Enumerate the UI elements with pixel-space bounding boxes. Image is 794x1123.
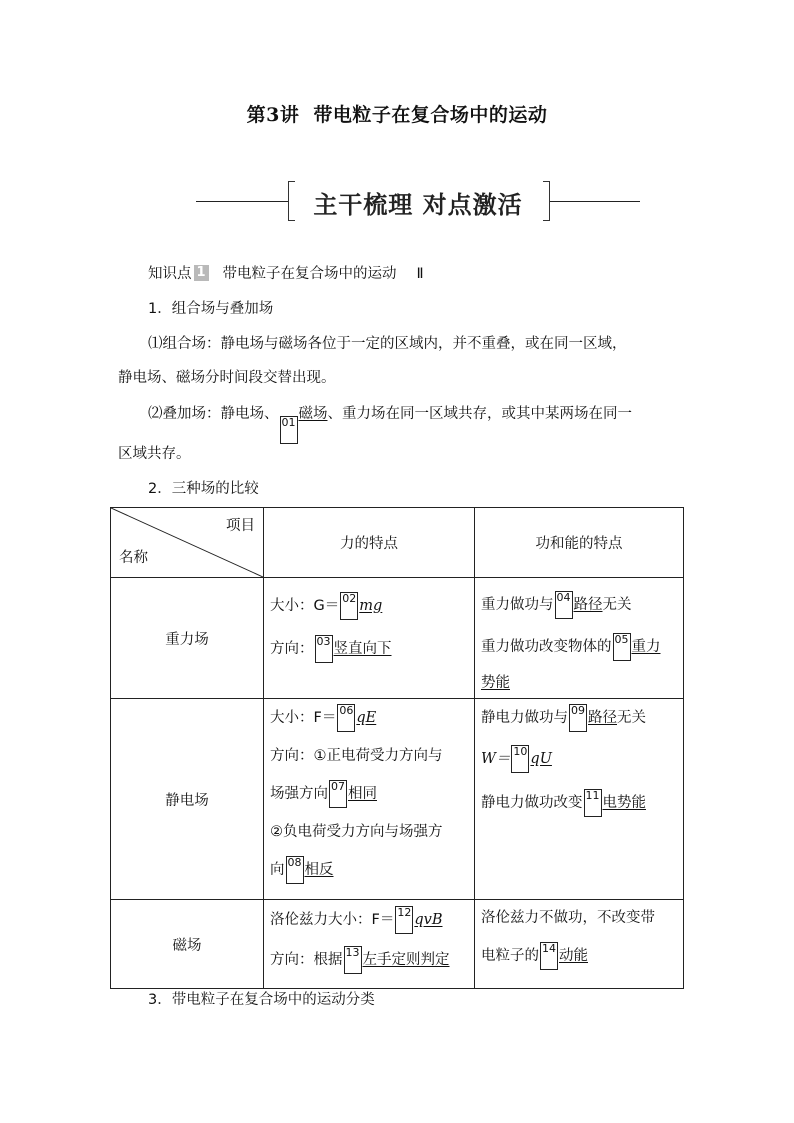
answer-blank: qE — [356, 710, 377, 726]
answer-number-box: 07 — [329, 780, 347, 808]
answer-blank: 动能 — [559, 948, 588, 964]
header-diagonal-cell — [111, 508, 264, 578]
answer-number-box: 02 — [340, 592, 358, 620]
answer-blank: mg — [359, 597, 383, 614]
table-row — [111, 699, 684, 900]
answer-number-box: 10 — [511, 745, 529, 773]
answer-number-box: 06 — [337, 704, 355, 732]
row-name-magnetic: 磁场 — [111, 900, 264, 989]
magnetic-work-cell — [475, 900, 684, 989]
kp-text: 带电粒子在复合场中的运动 — [222, 266, 397, 282]
answer-blank: 电势能 — [602, 795, 646, 811]
answer-blank: 势能 — [481, 675, 510, 691]
electric-work-line-1: 静电力做功与 09 路径 无关 — [481, 699, 675, 737]
magnetic-work-line-2: 电粒子的 14 动能 — [481, 936, 675, 976]
electric-work-line-3: 静电力做功改变 11 电势能 — [481, 781, 675, 825]
answer-number-box: 04 — [555, 591, 573, 619]
banner-line-right — [550, 201, 640, 202]
banner-bracket-right — [543, 181, 550, 221]
table-row — [111, 578, 684, 699]
magnetic-work-line-1: 洛伦兹力不做功，不改变带 — [481, 910, 655, 926]
magnetic-force-direction: 方向：根据 13 左手定则判定 — [270, 940, 466, 980]
answer-number-box: 12 — [395, 906, 413, 934]
para-2-line-2: 区域共存。 — [118, 446, 191, 462]
lecture-number: 第3讲 — [246, 104, 300, 126]
electric-work-cell — [475, 699, 684, 900]
answer-blank: 左手定则判定 — [362, 952, 450, 968]
answer-blank: 路径 — [588, 710, 617, 726]
answer-blank: qU — [530, 751, 552, 767]
gravity-work-cell — [475, 578, 684, 699]
kp-level: Ⅱ — [416, 266, 424, 282]
gravity-work-line-2: 重力做功改变物体的 05 重力 — [481, 626, 675, 668]
page-title — [0, 100, 794, 127]
section-banner — [196, 177, 640, 227]
answer-blank: 磁场 — [298, 406, 328, 422]
banner-line-left — [196, 201, 288, 202]
answer-number-box: 14 — [540, 942, 558, 970]
electric-force-direction-1: 方向：①正电荷受力方向与 — [270, 748, 443, 764]
table-row — [111, 900, 684, 989]
header-name: 名称 — [119, 550, 148, 566]
answer-number-box: 05 — [613, 633, 631, 661]
answer-number-box: 01 — [280, 416, 298, 444]
section-2-heading: 2．三种场的比较 — [148, 481, 259, 497]
answer-blank: 路径 — [573, 597, 603, 613]
header-force: 力的特点 — [264, 508, 475, 578]
answer-number-box: 09 — [569, 704, 587, 732]
answer-blank: 竖直向下 — [333, 640, 392, 657]
banner-bracket-left — [288, 181, 295, 221]
section-1-heading: 1．组合场与叠加场 — [148, 301, 274, 317]
answer-blank: 相同 — [348, 786, 377, 802]
gravity-force-magnitude: 大小：G＝ 02 mg — [270, 584, 466, 627]
row-name-gravity: 重力场 — [111, 578, 264, 699]
magnetic-force-magnitude: 洛伦兹力大小：F＝ 12 qvB — [270, 900, 466, 940]
knowledge-point — [148, 264, 424, 284]
para-1-line-2: 静电场、磁场分时间段交替出现。 — [118, 370, 336, 386]
answer-number-box: 11 — [584, 789, 602, 817]
answer-blank: 相反 — [304, 862, 334, 878]
header-item: 项目 — [226, 518, 255, 534]
answer-blank: qvB — [414, 912, 443, 928]
header-work: 功和能的特点 — [475, 508, 684, 578]
electric-force-direction-2: 场强方向 07 相同 — [270, 775, 466, 813]
gravity-force-cell — [264, 578, 475, 699]
banner-text: 主干梳理 对点激活 — [313, 190, 523, 219]
answer-blank: 重力 — [631, 639, 661, 655]
gravity-work-line-3 — [481, 668, 675, 698]
answer-number-box: 13 — [344, 946, 362, 974]
gravity-work-line-1: 重力做功与 04 路径 无关 — [481, 584, 675, 626]
electric-force-magnitude: 大小：F＝ 06 qE — [270, 699, 466, 737]
lecture-title: 带电粒子在复合场中的运动 — [313, 104, 548, 126]
magnetic-force-cell — [264, 900, 475, 989]
para-2-line-1: ⑵叠加场：静电场、01磁场、重力场在同一区域共存，或其中某两场在同一 — [148, 404, 632, 444]
answer-number-box: 08 — [286, 856, 304, 884]
para-1-line-1: ⑴组合场：静电场与磁场各位于一定的区域内，并不重叠，或在同一区域， — [148, 336, 627, 352]
kp-badge: 1 — [194, 265, 209, 281]
electric-force-direction-3: ②负电荷受力方向与场强方 — [270, 824, 443, 840]
comparison-table — [110, 507, 684, 989]
section-3-heading: 3．带电粒子在复合场中的运动分类 — [148, 992, 375, 1008]
kp-label: 知识点 — [148, 266, 192, 282]
answer-number-box: 03 — [315, 635, 333, 663]
table-header-row — [111, 508, 684, 578]
gravity-force-direction: 方向： 03 竖直向下 — [270, 627, 466, 670]
electric-force-direction-4: 向 08 相反 — [270, 851, 466, 889]
row-name-electric: 静电场 — [111, 699, 264, 900]
electric-work-line-2: W＝ 10 qU — [481, 737, 675, 781]
electric-force-cell — [264, 699, 475, 900]
